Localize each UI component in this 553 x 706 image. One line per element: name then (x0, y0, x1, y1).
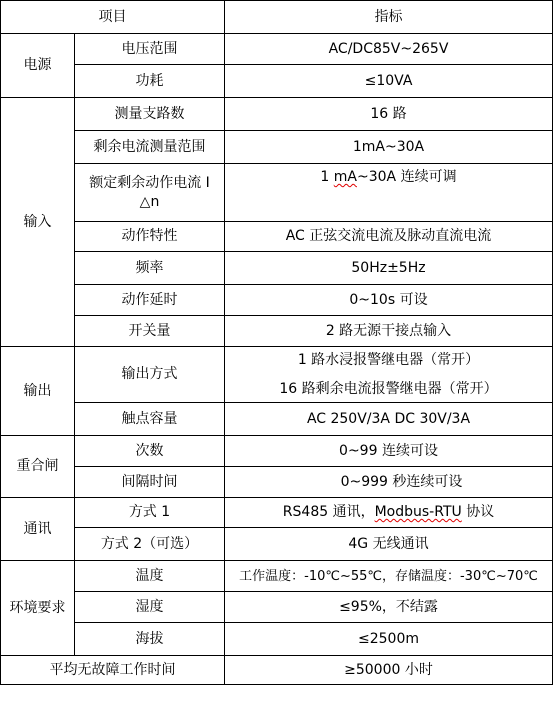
value-cell (225, 347, 553, 403)
param-line-1: 额定剩余动作电流 I (89, 174, 210, 191)
table-row (1, 222, 553, 252)
param-cell: 方式 1 (75, 498, 225, 528)
value-cell: ≤10VA (225, 65, 553, 98)
value-cell: 0~99 连续可设 (225, 436, 553, 467)
table-row (1, 436, 553, 467)
group-comm: 通讯 (1, 498, 75, 561)
table-row (1, 403, 553, 436)
table-row (1, 285, 553, 316)
value-cell (225, 498, 553, 528)
table-row (1, 252, 553, 285)
value-cell: ≤95%，不结露 (225, 592, 553, 623)
value-post: ~30A 连续可调 (357, 169, 457, 185)
value-cell: 0~10s 可设 (225, 285, 553, 316)
header-indicator: 指标 (225, 1, 553, 34)
value-cell: AC 250V/3A DC 30V/3A (225, 403, 553, 436)
param-cell: 输出方式 (75, 347, 225, 403)
param-cell: 间隔时间 (75, 467, 225, 498)
param-cell (75, 164, 225, 222)
param-cell: 触点容量 (75, 403, 225, 436)
param-cell: 功耗 (75, 65, 225, 98)
table-row (1, 316, 553, 347)
table-row (1, 164, 553, 222)
param-cell: 动作特性 (75, 222, 225, 252)
value-cell: 工作温度：-10℃~55℃，存储温度：-30℃~70℃ (225, 561, 553, 592)
value-cell: 2 路无源干接点输入 (225, 316, 553, 347)
table-row (1, 347, 553, 403)
value-mark: mA (333, 169, 357, 185)
table-row (1, 98, 553, 131)
value-cell: 1mA~30A (225, 131, 553, 164)
param-cell: 湿度 (75, 592, 225, 623)
param-cell: 海拔 (75, 623, 225, 656)
mtbf-label: 平均无故障工作时间 (1, 656, 225, 685)
value-cell: 16 路 (225, 98, 553, 131)
value-cell: AC 正弦交流电流及脉动直流电流 (225, 222, 553, 252)
param-cell: 次数 (75, 436, 225, 467)
group-power: 电源 (1, 34, 75, 98)
group-input: 输入 (1, 98, 75, 347)
group-reclose: 重合闸 (1, 436, 75, 498)
param-cell: 频率 (75, 252, 225, 285)
header-row (1, 1, 553, 34)
param-cell: 测量支路数 (75, 98, 225, 131)
header-item: 项目 (1, 1, 225, 34)
param-cell: 剩余电流测量范围 (75, 131, 225, 164)
mtbf-value: ≥50000 小时 (225, 656, 553, 685)
table-row (1, 498, 553, 528)
value-cell: 4G 无线通讯 (225, 528, 553, 561)
value-line-2: 16 路剩余电流报警继电器（常开） (279, 380, 498, 397)
value-cell: ≤2500m (225, 623, 553, 656)
value-pre: RS485 通讯， (282, 504, 375, 520)
param-cell: 电压范围 (75, 34, 225, 65)
table-row (1, 592, 553, 623)
value-line-1: 1 路水浸报警继电器（常开） (297, 351, 480, 368)
param-cell: 方式 2（可选） (75, 528, 225, 561)
value-post: 协议 (461, 504, 495, 520)
table-row (1, 561, 553, 592)
table-row (1, 656, 553, 685)
value-cell: 50Hz±5Hz (225, 252, 553, 285)
table-row (1, 623, 553, 656)
value-mark: Modbus-RTU (374, 504, 462, 520)
group-output: 输出 (1, 347, 75, 436)
param-line-2: △n (139, 193, 160, 210)
table-row (1, 65, 553, 98)
table-row (1, 467, 553, 498)
group-env: 环境要求 (1, 561, 75, 656)
value-pre: 1 (320, 169, 334, 185)
table-row (1, 528, 553, 561)
param-cell: 动作延时 (75, 285, 225, 316)
table-row (1, 131, 553, 164)
table-row (1, 34, 553, 65)
value-cell: 0~999 秒连续可设 (225, 467, 553, 498)
value-cell (225, 164, 553, 222)
param-cell: 温度 (75, 561, 225, 592)
value-cell: AC/DC85V~265V (225, 34, 553, 65)
param-cell: 开关量 (75, 316, 225, 347)
